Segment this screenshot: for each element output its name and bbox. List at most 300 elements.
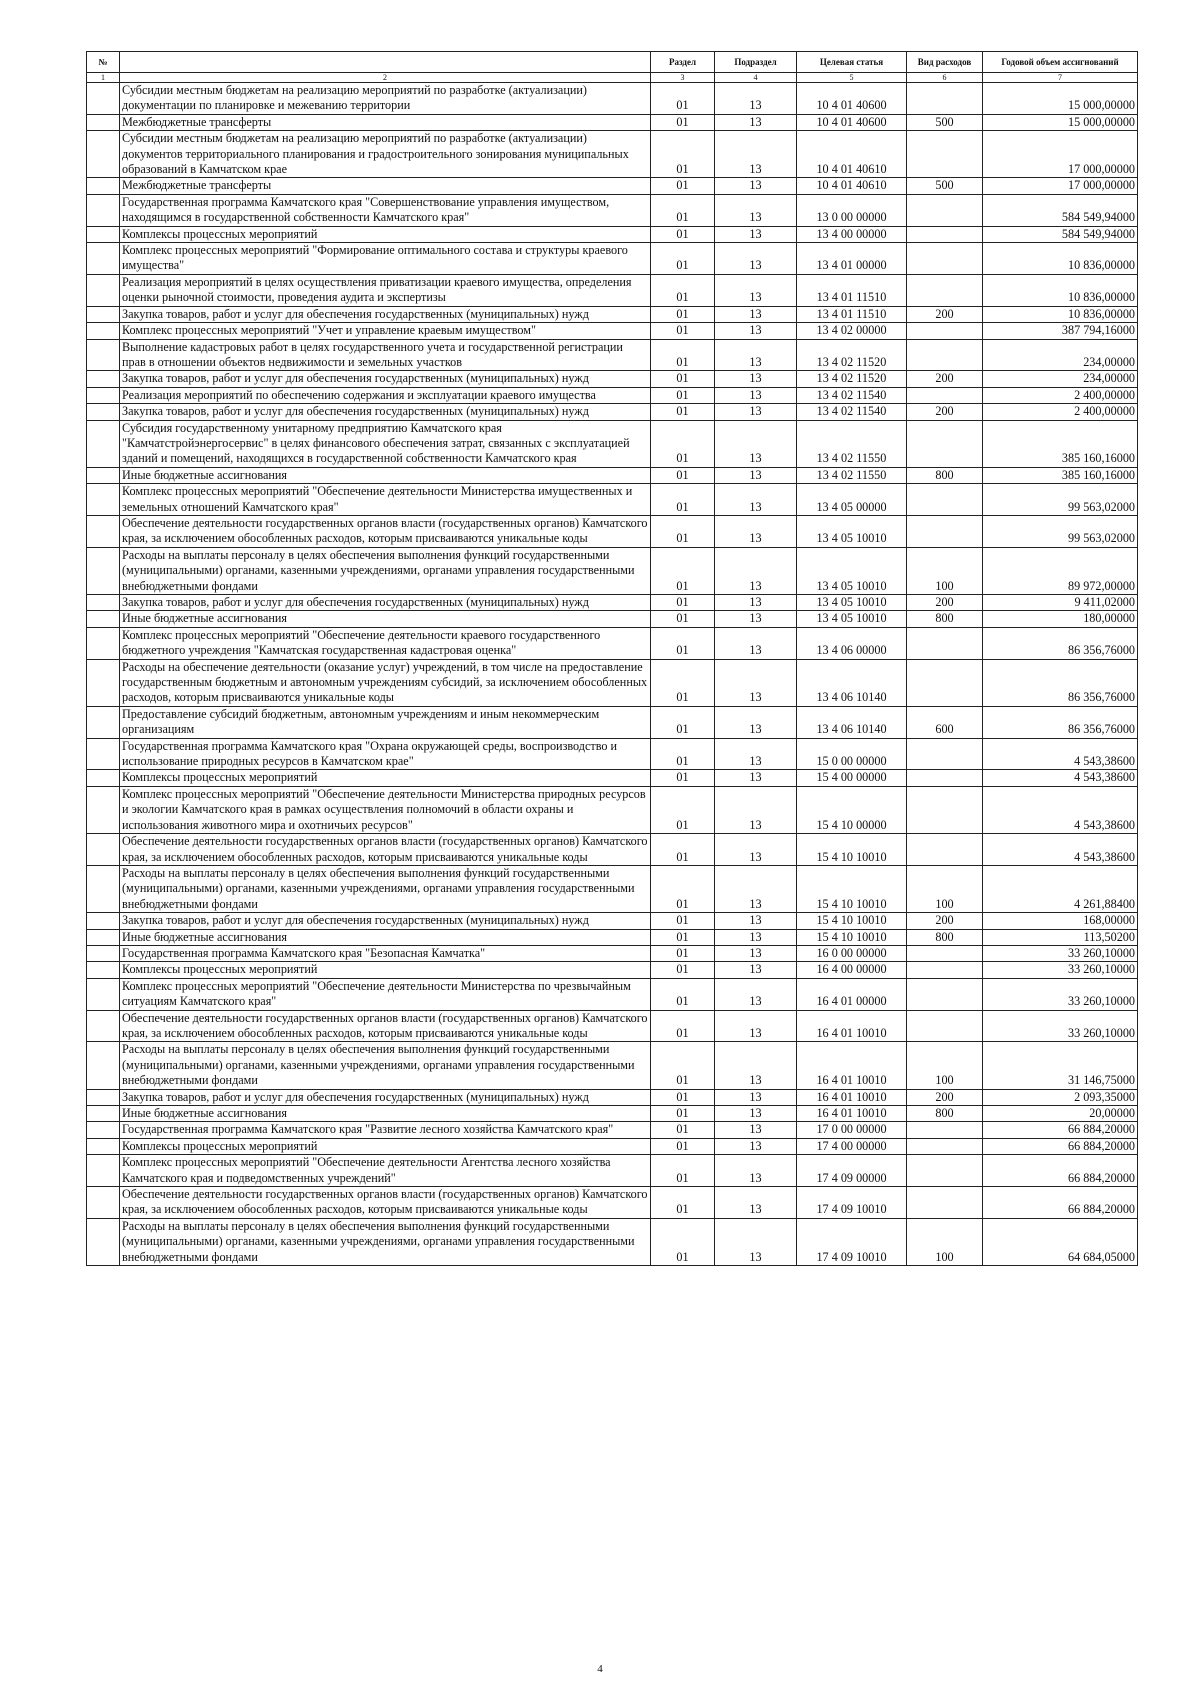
row-name: Субсидии местным бюджетам на реализацию мероприятий по разработке (актуализации) документации по планировке и межеванию территории [120,83,651,115]
row-name: Государственная программа Камчатского края "Безопасная Камчатка" [120,945,651,961]
table-row [87,627,1138,659]
row-podrazdel: 13 [715,627,797,659]
row-target-article: 15 4 10 10010 [797,834,907,866]
row-expense-type: 800 [907,611,983,627]
row-razdel: 01 [651,659,715,706]
row-expense-type: 100 [907,865,983,912]
row-podrazdel: 13 [715,371,797,387]
col-header-razdel: Раздел [651,52,715,73]
row-razdel: 01 [651,1138,715,1154]
row-target-article: 13 4 02 11540 [797,404,907,420]
row-amount: 2 093,35000 [983,1089,1138,1105]
table-row [87,1155,1138,1187]
row-name: Комплекс процессных мероприятий "Обеспечение деятельности краевого государственного бюджетного учреждения "Камчатская государственная кадастровая оценка" [120,627,651,659]
row-number-cell [87,323,120,339]
budget-table [86,51,1138,1266]
row-expense-type [907,659,983,706]
row-number-cell [87,114,120,130]
row-number-cell [87,243,120,275]
row-name: Выполнение кадастровых работ в целях государственного учета и государственной регистрации прав в отношении объектов недвижимости и земельных участков [120,339,651,371]
page-number: 4 [597,1663,603,1675]
row-expense-type [907,1187,983,1219]
table-row [87,1010,1138,1042]
row-target-article: 13 4 01 11510 [797,306,907,322]
row-target-article: 13 4 05 10010 [797,515,907,547]
row-amount: 4 543,38600 [983,834,1138,866]
row-number-cell [87,547,120,594]
row-target-article: 13 4 01 11510 [797,274,907,306]
row-podrazdel: 13 [715,83,797,115]
row-name: Комплексы процессных мероприятий [120,962,651,978]
row-target-article: 13 4 02 11520 [797,371,907,387]
row-razdel: 01 [651,1122,715,1138]
table-row [87,1089,1138,1105]
row-target-article: 10 4 01 40610 [797,131,907,178]
table-row [87,387,1138,403]
row-amount: 15 000,00000 [983,83,1138,115]
row-podrazdel: 13 [715,659,797,706]
row-number-cell [87,484,120,516]
row-razdel: 01 [651,371,715,387]
row-podrazdel: 13 [715,913,797,929]
row-name: Реализация мероприятий в целях осуществления приватизации краевого имущества, определения оценки рыночной стоимости, проведения аудита и экспертизы [120,274,651,306]
row-expense-type [907,1155,983,1187]
table-row [87,929,1138,945]
row-razdel: 01 [651,1218,715,1265]
row-amount: 4 261,88400 [983,865,1138,912]
row-podrazdel: 13 [715,611,797,627]
row-number-cell [87,194,120,226]
row-razdel: 01 [651,786,715,833]
col-number: 6 [907,73,983,83]
table-row [87,114,1138,130]
row-expense-type [907,323,983,339]
row-name: Закупка товаров, работ и услуг для обеспечения государственных (муниципальных) нужд [120,306,651,322]
row-podrazdel: 13 [715,945,797,961]
row-amount: 387 794,16000 [983,323,1138,339]
table-row [87,1138,1138,1154]
row-podrazdel: 13 [715,404,797,420]
row-razdel: 01 [651,515,715,547]
row-expense-type: 100 [907,1218,983,1265]
col-header-annual-volume: Годовой объем ассигнований [983,52,1138,73]
row-razdel: 01 [651,706,715,738]
row-razdel: 01 [651,114,715,130]
row-target-article: 17 4 09 00000 [797,1155,907,1187]
row-podrazdel: 13 [715,323,797,339]
row-number-cell [87,738,120,770]
row-razdel: 01 [651,1187,715,1219]
row-name: Закупка товаров, работ и услуг для обеспечения государственных (муниципальных) нужд [120,1089,651,1105]
row-number-cell [87,913,120,929]
row-razdel: 01 [651,1042,715,1089]
row-number-cell [87,1138,120,1154]
row-amount: 10 836,00000 [983,274,1138,306]
row-amount: 31 146,75000 [983,1042,1138,1089]
row-razdel: 01 [651,484,715,516]
row-expense-type: 800 [907,467,983,483]
row-expense-type [907,1010,983,1042]
row-podrazdel: 13 [715,770,797,786]
table-row [87,659,1138,706]
row-name: Закупка товаров, работ и услуг для обеспечения государственных (муниципальных) нужд [120,913,651,929]
row-name: Межбюджетные трансферты [120,114,651,130]
row-number-cell [87,83,120,115]
col-header-expense-type: Вид расходов [907,52,983,73]
row-name: Комплекс процессных мероприятий "Обеспечение деятельности Министерства по чрезвычайным ситуациям Камчатского края" [120,978,651,1010]
row-target-article: 13 4 02 11550 [797,467,907,483]
row-target-article: 13 4 05 10010 [797,611,907,627]
table-row [87,515,1138,547]
row-target-article: 15 4 10 10010 [797,929,907,945]
row-podrazdel: 13 [715,226,797,242]
table-row [87,1218,1138,1265]
row-razdel: 01 [651,387,715,403]
row-expense-type: 500 [907,114,983,130]
row-amount: 584 549,94000 [983,226,1138,242]
row-target-article: 13 4 05 00000 [797,484,907,516]
row-podrazdel: 13 [715,387,797,403]
row-target-article: 15 0 00 00000 [797,738,907,770]
row-razdel: 01 [651,404,715,420]
row-number-cell [87,1218,120,1265]
col-number: 4 [715,73,797,83]
row-target-article: 13 4 02 11550 [797,420,907,467]
row-expense-type: 500 [907,178,983,194]
row-razdel: 01 [651,1155,715,1187]
row-name: Иные бюджетные ассигнования [120,467,651,483]
row-name: Закупка товаров, работ и услуг для обеспечения государственных (муниципальных) нужд [120,371,651,387]
row-podrazdel: 13 [715,738,797,770]
row-amount: 86 356,76000 [983,659,1138,706]
row-number-cell [87,978,120,1010]
row-name: Предоставление субсидий бюджетным, автономным учреждениям и иным некоммерческим организациям [120,706,651,738]
row-expense-type: 200 [907,306,983,322]
row-razdel: 01 [651,194,715,226]
row-name: Комплекс процессных мероприятий "Учет и управление краевым имуществом" [120,323,651,339]
row-target-article: 17 0 00 00000 [797,1122,907,1138]
header-row [87,52,1138,73]
row-number-cell [87,306,120,322]
row-expense-type [907,962,983,978]
row-podrazdel: 13 [715,929,797,945]
row-amount: 99 563,02000 [983,515,1138,547]
row-name: Комплексы процессных мероприятий [120,226,651,242]
row-podrazdel: 13 [715,865,797,912]
row-number-cell [87,274,120,306]
col-number: 2 [120,73,651,83]
row-razdel: 01 [651,1010,715,1042]
row-amount: 17 000,00000 [983,178,1138,194]
row-name: Государственная программа Камчатского края "Охрана окружающей среды, воспроизводство и использование природных ресурсов в Камчатском крае" [120,738,651,770]
table-body [87,83,1138,1266]
row-number-cell [87,515,120,547]
row-amount: 15 000,00000 [983,114,1138,130]
table-row [87,484,1138,516]
row-number-cell [87,962,120,978]
table-row [87,420,1138,467]
row-target-article: 16 4 01 10010 [797,1042,907,1089]
row-expense-type: 200 [907,404,983,420]
row-razdel: 01 [651,420,715,467]
table-row [87,770,1138,786]
table-row [87,404,1138,420]
row-name: Расходы на выплаты персоналу в целях обеспечения выполнения функций государственными (муниципальными) органами, казенными учреждениями, органами управления государственными внебюджетными фондами [120,865,651,912]
row-name: Иные бюджетные ассигнования [120,1106,651,1122]
table-row [87,371,1138,387]
row-number-cell [87,420,120,467]
row-expense-type [907,770,983,786]
table-row [87,274,1138,306]
table-row [87,1106,1138,1122]
table-row [87,306,1138,322]
row-number-cell [87,131,120,178]
row-podrazdel: 13 [715,834,797,866]
row-target-article: 16 0 00 00000 [797,945,907,961]
row-name: Закупка товаров, работ и услуг для обеспечения государственных (муниципальных) нужд [120,595,651,611]
row-expense-type [907,945,983,961]
row-razdel: 01 [651,738,715,770]
row-expense-type: 800 [907,929,983,945]
row-expense-type [907,1138,983,1154]
row-target-article: 13 4 06 00000 [797,627,907,659]
row-amount: 234,00000 [983,371,1138,387]
row-amount: 33 260,10000 [983,1010,1138,1042]
row-number-cell [87,595,120,611]
row-expense-type: 100 [907,1042,983,1089]
row-name: Комплекс процессных мероприятий "Обеспечение деятельности Агентства лесного хозяйства Камчатского края и подведомственных учреждений" [120,1155,651,1187]
row-razdel: 01 [651,226,715,242]
row-amount: 66 884,20000 [983,1155,1138,1187]
row-name: Расходы на выплаты персоналу в целях обеспечения выполнения функций государственными (муниципальными) органами, казенными учреждениями, органами управления государственными внебюджетными фондами [120,1042,651,1089]
row-razdel: 01 [651,865,715,912]
row-razdel: 01 [651,274,715,306]
row-expense-type [907,1122,983,1138]
row-number-cell [87,387,120,403]
row-name: Комплекс процессных мероприятий "Обеспечение деятельности Министерства природных ресурсов и экологии Камчатского края в рамках осуществления полномочий в области охраны и использования животного мира и охотничьих ресурсов" [120,786,651,833]
row-name: Государственная программа Камчатского края "Совершенствование управления имуществом, находящимся в государственной собственности Камчатского края" [120,194,651,226]
row-amount: 33 260,10000 [983,978,1138,1010]
row-number-cell [87,706,120,738]
row-podrazdel: 13 [715,786,797,833]
row-razdel: 01 [651,611,715,627]
row-target-article: 13 4 01 00000 [797,243,907,275]
row-podrazdel: 13 [715,706,797,738]
row-number-cell [87,1106,120,1122]
row-target-article: 10 4 01 40600 [797,114,907,130]
row-expense-type [907,420,983,467]
col-header-podrazdel: Подраздел [715,52,797,73]
row-target-article: 16 4 01 10010 [797,1010,907,1042]
row-number-cell [87,945,120,961]
row-target-article: 17 4 00 00000 [797,1138,907,1154]
row-expense-type: 200 [907,595,983,611]
table-row [87,194,1138,226]
row-amount: 89 972,00000 [983,547,1138,594]
table-row [87,243,1138,275]
row-number-cell [87,1155,120,1187]
row-expense-type [907,484,983,516]
row-target-article: 16 4 01 00000 [797,978,907,1010]
row-name: Субсидии местным бюджетам на реализацию мероприятий по разработке (актуализации) документов территориального планирования и градостроительного зонирования муниципальных образований в Камчатском крае [120,131,651,178]
row-amount: 66 884,20000 [983,1122,1138,1138]
row-razdel: 01 [651,243,715,275]
row-razdel: 01 [651,339,715,371]
row-amount: 99 563,02000 [983,484,1138,516]
row-amount: 10 836,00000 [983,306,1138,322]
row-target-article: 16 4 01 10010 [797,1089,907,1105]
table-row [87,611,1138,627]
col-number: 5 [797,73,907,83]
row-name: Закупка товаров, работ и услуг для обеспечения государственных (муниципальных) нужд [120,404,651,420]
row-razdel: 01 [651,929,715,945]
row-name: Обеспечение деятельности государственных органов власти (государственных органов) Камчатского края, за исключением обособленных расходов, которым присваиваются уникальные коды [120,1187,651,1219]
row-razdel: 01 [651,1106,715,1122]
row-razdel: 01 [651,83,715,115]
table-row [87,978,1138,1010]
row-number-cell [87,1089,120,1105]
table-row [87,786,1138,833]
row-target-article: 13 4 06 10140 [797,659,907,706]
row-name: Комплексы процессных мероприятий [120,1138,651,1154]
row-razdel: 01 [651,945,715,961]
row-amount: 385 160,16000 [983,420,1138,467]
table-row [87,738,1138,770]
row-podrazdel: 13 [715,962,797,978]
row-name: Расходы на выплаты персоналу в целях обеспечения выполнения функций государственными (муниципальными) органами, казенными учреждениями, органами управления государственными внебюджетными фондами [120,1218,651,1265]
table-row [87,962,1138,978]
table-row [87,339,1138,371]
row-podrazdel: 13 [715,243,797,275]
row-podrazdel: 13 [715,1138,797,1154]
row-name: Обеспечение деятельности государственных органов власти (государственных органов) Камчатского края, за исключением обособленных расходов, которым присваиваются уникальные коды [120,1010,651,1042]
row-razdel: 01 [651,131,715,178]
row-expense-type: 600 [907,706,983,738]
row-podrazdel: 13 [715,1155,797,1187]
row-podrazdel: 13 [715,1187,797,1219]
row-target-article: 13 4 02 00000 [797,323,907,339]
row-name: Иные бюджетные ассигнования [120,929,651,945]
row-number-cell [87,339,120,371]
table-row [87,834,1138,866]
row-expense-type [907,978,983,1010]
row-amount: 33 260,10000 [983,945,1138,961]
row-amount: 9 411,02000 [983,595,1138,611]
row-expense-type [907,83,983,115]
row-amount: 4 543,38600 [983,770,1138,786]
row-razdel: 01 [651,547,715,594]
row-amount: 234,00000 [983,339,1138,371]
table-row [87,1122,1138,1138]
row-expense-type [907,515,983,547]
row-expense-type [907,274,983,306]
table-row [87,226,1138,242]
row-expense-type: 200 [907,913,983,929]
row-razdel: 01 [651,834,715,866]
row-razdel: 01 [651,306,715,322]
table-row [87,547,1138,594]
row-podrazdel: 13 [715,420,797,467]
row-podrazdel: 13 [715,194,797,226]
row-target-article: 15 4 10 10010 [797,913,907,929]
row-number-cell [87,467,120,483]
row-amount: 86 356,76000 [983,706,1138,738]
row-razdel: 01 [651,770,715,786]
row-podrazdel: 13 [715,978,797,1010]
row-razdel: 01 [651,962,715,978]
row-amount: 10 836,00000 [983,243,1138,275]
row-expense-type [907,194,983,226]
row-podrazdel: 13 [715,339,797,371]
row-name: Комплекс процессных мероприятий "Обеспечение деятельности Министерства имущественных и земельных отношений Камчатского края" [120,484,651,516]
table-row [87,323,1138,339]
row-razdel: 01 [651,978,715,1010]
row-target-article: 16 4 01 10010 [797,1106,907,1122]
table-row [87,706,1138,738]
row-target-article: 17 4 09 10010 [797,1218,907,1265]
col-number: 3 [651,73,715,83]
row-number-cell [87,178,120,194]
row-name: Комплексы процессных мероприятий [120,770,651,786]
row-target-article: 13 0 00 00000 [797,194,907,226]
row-name: Реализация мероприятий по обеспечению содержания и эксплуатации краевого имущества [120,387,651,403]
row-amount: 2 400,00000 [983,387,1138,403]
row-target-article: 15 4 10 10010 [797,865,907,912]
row-podrazdel: 13 [715,274,797,306]
table-row [87,1187,1138,1219]
row-number-cell [87,929,120,945]
row-expense-type [907,339,983,371]
row-target-article: 13 4 02 11540 [797,387,907,403]
row-name: Обеспечение деятельности государственных органов власти (государственных органов) Камчатского края, за исключением обособленных расходов, которым присваиваются уникальные коды [120,515,651,547]
row-razdel: 01 [651,913,715,929]
row-name: Расходы на обеспечение деятельности (оказание услуг) учреждений, в том числе на предоставление государственным бюджетным и автономным учреждениям субсидий, за исключением обособленных расходов, которым присваиваются уникальные коды [120,659,651,706]
row-razdel: 01 [651,178,715,194]
row-podrazdel: 13 [715,131,797,178]
row-number-cell [87,611,120,627]
table-row [87,1042,1138,1089]
table-row [87,865,1138,912]
row-amount: 20,00000 [983,1106,1138,1122]
row-podrazdel: 13 [715,306,797,322]
col-header-target: Целевая статья [797,52,907,73]
row-number-cell [87,786,120,833]
row-target-article: 10 4 01 40600 [797,83,907,115]
row-number-cell [87,404,120,420]
row-amount: 180,00000 [983,611,1138,627]
row-podrazdel: 13 [715,178,797,194]
row-expense-type [907,627,983,659]
row-number-cell [87,1122,120,1138]
row-expense-type: 100 [907,547,983,594]
row-expense-type: 200 [907,371,983,387]
row-number-cell [87,834,120,866]
col-header-no: № [87,52,120,73]
col-header-name [120,52,651,73]
row-number-cell [87,226,120,242]
row-razdel: 01 [651,595,715,611]
row-expense-type [907,243,983,275]
row-number-cell [87,770,120,786]
row-amount: 66 884,20000 [983,1138,1138,1154]
row-number-cell [87,371,120,387]
row-amount: 385 160,16000 [983,467,1138,483]
row-target-article: 13 4 05 10010 [797,547,907,594]
row-name: Субсидия государственному унитарному предприятию Камчатского края "Камчатстройэнергосервис" в целях финансового обеспечения затрат, связанных с эксплуатацией зданий и помещений, находящихся в государственной собственности Камчатского края [120,420,651,467]
row-podrazdel: 13 [715,467,797,483]
row-target-article: 15 4 00 00000 [797,770,907,786]
row-podrazdel: 13 [715,595,797,611]
